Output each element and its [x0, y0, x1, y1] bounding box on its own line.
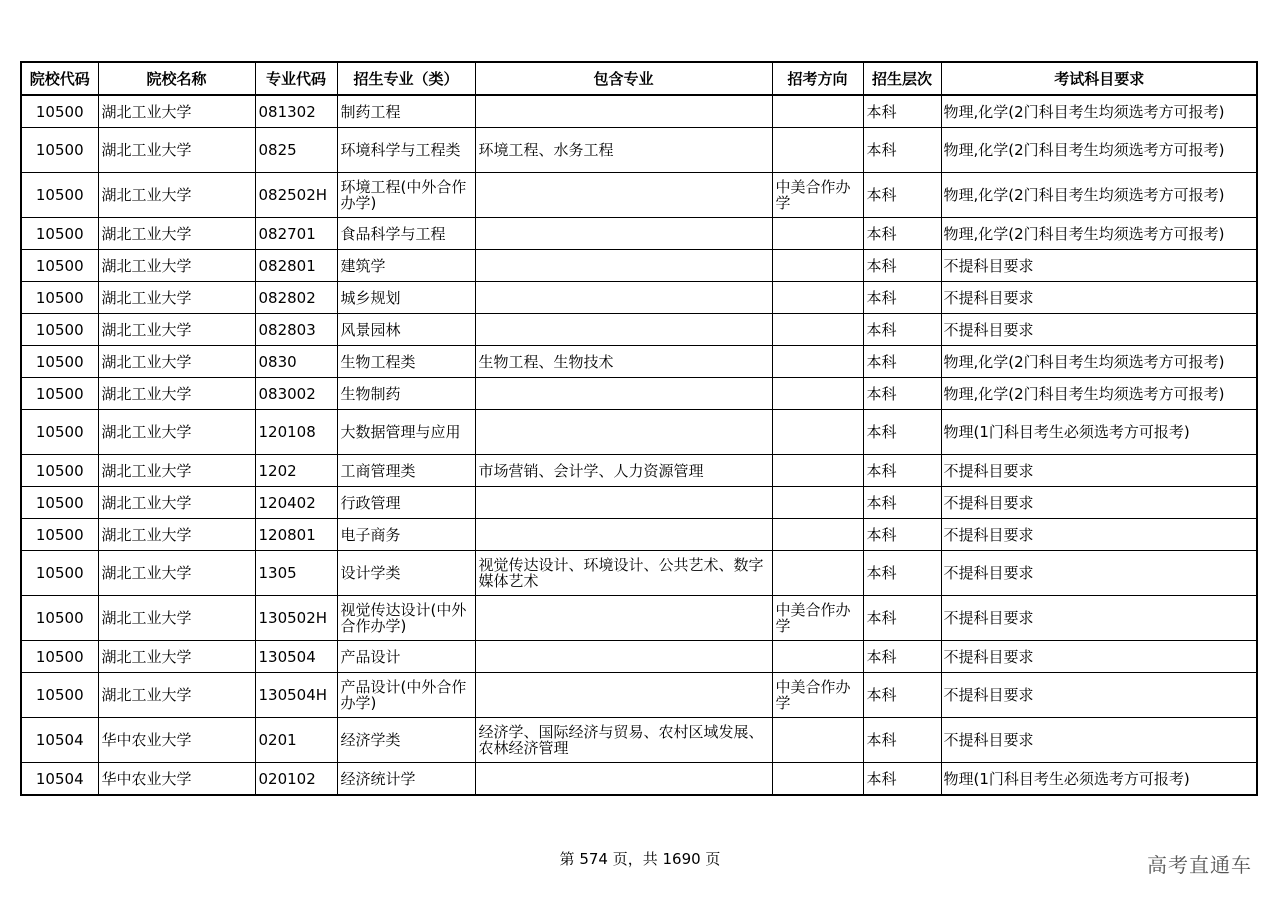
cell-subject-requirements: 物理,化学(2门科目考生均须选考方可报考): [941, 218, 1257, 250]
table-row: [21, 519, 1257, 551]
cell-subject-requirements: 物理,化学(2门科目考生均须选考方可报考): [941, 173, 1257, 218]
cell-school-name: 湖北工业大学: [98, 551, 255, 596]
table-row: [21, 641, 1257, 673]
cell-level: 本科: [863, 487, 941, 519]
cell-major-code: 130504H: [255, 673, 337, 718]
cell-level: 本科: [863, 519, 941, 551]
cell-major-code: 120801: [255, 519, 337, 551]
cell-school-name: 湖北工业大学: [98, 455, 255, 487]
cell-subject-requirements: 物理(1门科目考生必须选考方可报考): [941, 410, 1257, 455]
table-row: [21, 173, 1257, 218]
cell-major-code: 081302: [255, 95, 337, 128]
cell-direction: [772, 378, 863, 410]
cell-school-name: 湖北工业大学: [98, 95, 255, 128]
cell-school-name: 湖北工业大学: [98, 218, 255, 250]
table-row: [21, 673, 1257, 718]
cell-major-category: 电子商务: [337, 519, 475, 551]
table-header-row: [21, 62, 1257, 95]
cell-school-code: 10504: [21, 718, 98, 763]
table-row: [21, 128, 1257, 173]
cell-direction: [772, 218, 863, 250]
cell-school-name: 湖北工业大学: [98, 410, 255, 455]
cell-level: 本科: [863, 282, 941, 314]
cell-included-majors: [475, 314, 772, 346]
cell-included-majors: 视觉传达设计、环境设计、公共艺术、数字媒体艺术: [475, 551, 772, 596]
cell-included-majors: 市场营销、会计学、人力资源管理: [475, 455, 772, 487]
cell-school-code: 10500: [21, 641, 98, 673]
cell-school-name: 湖北工业大学: [98, 378, 255, 410]
cell-level: 本科: [863, 128, 941, 173]
cell-level: 本科: [863, 551, 941, 596]
cell-included-majors: 生物工程、生物技术: [475, 346, 772, 378]
cell-subject-requirements: 不提科目要求: [941, 596, 1257, 641]
cell-major-code: 082802: [255, 282, 337, 314]
cell-included-majors: [475, 95, 772, 128]
cell-subject-requirements: 不提科目要求: [941, 487, 1257, 519]
cell-subject-requirements: 物理,化学(2门科目考生均须选考方可报考): [941, 95, 1257, 128]
table-row: [21, 218, 1257, 250]
cell-included-majors: [475, 641, 772, 673]
cell-level: 本科: [863, 346, 941, 378]
cell-school-code: 10504: [21, 763, 98, 796]
cell-major-category: 经济统计学: [337, 763, 475, 796]
cell-direction: 中美合作办学: [772, 673, 863, 718]
cell-direction: [772, 282, 863, 314]
admissions-table: [20, 61, 1258, 796]
cell-major-category: 环境工程(中外合作办学): [337, 173, 475, 218]
cell-level: 本科: [863, 218, 941, 250]
cell-school-name: 湖北工业大学: [98, 673, 255, 718]
cell-major-code: 0830: [255, 346, 337, 378]
cell-direction: [772, 455, 863, 487]
table-row: [21, 314, 1257, 346]
table-row: [21, 551, 1257, 596]
cell-subject-requirements: 物理,化学(2门科目考生均须选考方可报考): [941, 378, 1257, 410]
cell-school-name: 湖北工业大学: [98, 487, 255, 519]
cell-included-majors: 经济学、国际经济与贸易、农村区域发展、农林经济管理: [475, 718, 772, 763]
cell-level: 本科: [863, 673, 941, 718]
table-row: [21, 378, 1257, 410]
cell-level: 本科: [863, 250, 941, 282]
cell-included-majors: [475, 596, 772, 641]
cell-included-majors: [475, 173, 772, 218]
cell-included-majors: [475, 673, 772, 718]
table-row: [21, 95, 1257, 128]
table-row: [21, 410, 1257, 455]
cell-level: 本科: [863, 596, 941, 641]
cell-subject-requirements: 不提科目要求: [941, 455, 1257, 487]
cell-major-code: 082801: [255, 250, 337, 282]
table-body: [21, 95, 1257, 795]
header-direction: 招考方向: [772, 62, 863, 95]
cell-direction: [772, 641, 863, 673]
cell-included-majors: [475, 218, 772, 250]
cell-included-majors: [475, 250, 772, 282]
cell-subject-requirements: 不提科目要求: [941, 314, 1257, 346]
cell-major-category: 制药工程: [337, 95, 475, 128]
cell-direction: [772, 346, 863, 378]
cell-major-code: 082803: [255, 314, 337, 346]
cell-school-code: 10500: [21, 378, 98, 410]
cell-school-name: 华中农业大学: [98, 763, 255, 796]
cell-major-code: 1305: [255, 551, 337, 596]
cell-major-code: 130502H: [255, 596, 337, 641]
cell-major-code: 082502H: [255, 173, 337, 218]
cell-major-category: 设计学类: [337, 551, 475, 596]
cell-included-majors: [475, 519, 772, 551]
cell-major-code: 020102: [255, 763, 337, 796]
cell-direction: [772, 487, 863, 519]
table-row: [21, 455, 1257, 487]
cell-direction: [772, 519, 863, 551]
header-major-category: 招生专业（类）: [337, 62, 475, 95]
cell-school-name: 湖北工业大学: [98, 314, 255, 346]
watermark: 高考直通车: [1147, 853, 1252, 877]
cell-school-code: 10500: [21, 173, 98, 218]
cell-major-code: 130504: [255, 641, 337, 673]
cell-level: 本科: [863, 410, 941, 455]
cell-school-code: 10500: [21, 250, 98, 282]
cell-included-majors: [475, 282, 772, 314]
cell-major-code: 082701: [255, 218, 337, 250]
page-number: 第 574 页，共 1690 页: [559, 850, 721, 868]
cell-school-name: 湖北工业大学: [98, 173, 255, 218]
cell-major-code: 120402: [255, 487, 337, 519]
cell-major-code: 0825: [255, 128, 337, 173]
header-school-name: 院校名称: [98, 62, 255, 95]
cell-subject-requirements: 不提科目要求: [941, 718, 1257, 763]
cell-subject-requirements: 不提科目要求: [941, 282, 1257, 314]
cell-major-code: 0201: [255, 718, 337, 763]
cell-school-name: 湖北工业大学: [98, 346, 255, 378]
header-included-majors: 包含专业: [475, 62, 772, 95]
cell-subject-requirements: 不提科目要求: [941, 673, 1257, 718]
header-school-code: 院校代码: [21, 62, 98, 95]
cell-major-category: 生物工程类: [337, 346, 475, 378]
cell-major-category: 建筑学: [337, 250, 475, 282]
cell-level: 本科: [863, 173, 941, 218]
header-level: 招生层次: [863, 62, 941, 95]
cell-school-code: 10500: [21, 95, 98, 128]
cell-school-code: 10500: [21, 128, 98, 173]
cell-direction: [772, 410, 863, 455]
cell-included-majors: [475, 410, 772, 455]
table-row: [21, 763, 1257, 796]
cell-school-code: 10500: [21, 410, 98, 455]
cell-school-code: 10500: [21, 314, 98, 346]
cell-direction: [772, 95, 863, 128]
cell-major-category: 大数据管理与应用: [337, 410, 475, 455]
cell-major-code: 083002: [255, 378, 337, 410]
cell-school-name: 华中农业大学: [98, 718, 255, 763]
cell-subject-requirements: 不提科目要求: [941, 250, 1257, 282]
cell-included-majors: [475, 487, 772, 519]
cell-direction: [772, 551, 863, 596]
table-row: [21, 487, 1257, 519]
cell-major-category: 工商管理类: [337, 455, 475, 487]
cell-major-category: 城乡规划: [337, 282, 475, 314]
cell-school-code: 10500: [21, 346, 98, 378]
cell-school-code: 10500: [21, 673, 98, 718]
cell-direction: [772, 128, 863, 173]
header-subject-requirements: 考试科目要求: [941, 62, 1257, 95]
cell-subject-requirements: 不提科目要求: [941, 551, 1257, 596]
cell-major-category: 行政管理: [337, 487, 475, 519]
cell-school-code: 10500: [21, 282, 98, 314]
cell-school-code: 10500: [21, 551, 98, 596]
cell-level: 本科: [863, 378, 941, 410]
cell-direction: 中美合作办学: [772, 173, 863, 218]
table-row: [21, 718, 1257, 763]
cell-school-name: 湖北工业大学: [98, 641, 255, 673]
table-row: [21, 346, 1257, 378]
cell-subject-requirements: 不提科目要求: [941, 641, 1257, 673]
cell-major-code: 1202: [255, 455, 337, 487]
cell-included-majors: [475, 763, 772, 796]
cell-major-category: 风景园林: [337, 314, 475, 346]
cell-school-name: 湖北工业大学: [98, 250, 255, 282]
cell-school-code: 10500: [21, 455, 98, 487]
cell-level: 本科: [863, 314, 941, 346]
cell-included-majors: 环境工程、水务工程: [475, 128, 772, 173]
table-row: [21, 596, 1257, 641]
header-major-code: 专业代码: [255, 62, 337, 95]
cell-subject-requirements: 物理(1门科目考生必须选考方可报考): [941, 763, 1257, 796]
cell-level: 本科: [863, 718, 941, 763]
cell-major-category: 食品科学与工程: [337, 218, 475, 250]
cell-level: 本科: [863, 455, 941, 487]
cell-school-code: 10500: [21, 519, 98, 551]
cell-subject-requirements: 物理,化学(2门科目考生均须选考方可报考): [941, 128, 1257, 173]
cell-major-category: 视觉传达设计(中外合作办学): [337, 596, 475, 641]
cell-school-name: 湖北工业大学: [98, 596, 255, 641]
cell-major-code: 120108: [255, 410, 337, 455]
cell-level: 本科: [863, 641, 941, 673]
cell-school-name: 湖北工业大学: [98, 128, 255, 173]
cell-direction: [772, 718, 863, 763]
cell-major-category: 生物制药: [337, 378, 475, 410]
cell-school-code: 10500: [21, 487, 98, 519]
cell-direction: 中美合作办学: [772, 596, 863, 641]
cell-included-majors: [475, 378, 772, 410]
cell-subject-requirements: 不提科目要求: [941, 519, 1257, 551]
cell-direction: [772, 250, 863, 282]
cell-direction: [772, 763, 863, 796]
cell-major-category: 产品设计(中外合作办学): [337, 673, 475, 718]
cell-school-name: 湖北工业大学: [98, 282, 255, 314]
table-row: [21, 250, 1257, 282]
cell-major-category: 产品设计: [337, 641, 475, 673]
cell-school-name: 湖北工业大学: [98, 519, 255, 551]
cell-level: 本科: [863, 95, 941, 128]
cell-major-category: 经济学类: [337, 718, 475, 763]
cell-subject-requirements: 物理,化学(2门科目考生均须选考方可报考): [941, 346, 1257, 378]
cell-level: 本科: [863, 763, 941, 796]
cell-direction: [772, 314, 863, 346]
cell-school-code: 10500: [21, 596, 98, 641]
cell-major-category: 环境科学与工程类: [337, 128, 475, 173]
table-row: [21, 282, 1257, 314]
cell-school-code: 10500: [21, 218, 98, 250]
